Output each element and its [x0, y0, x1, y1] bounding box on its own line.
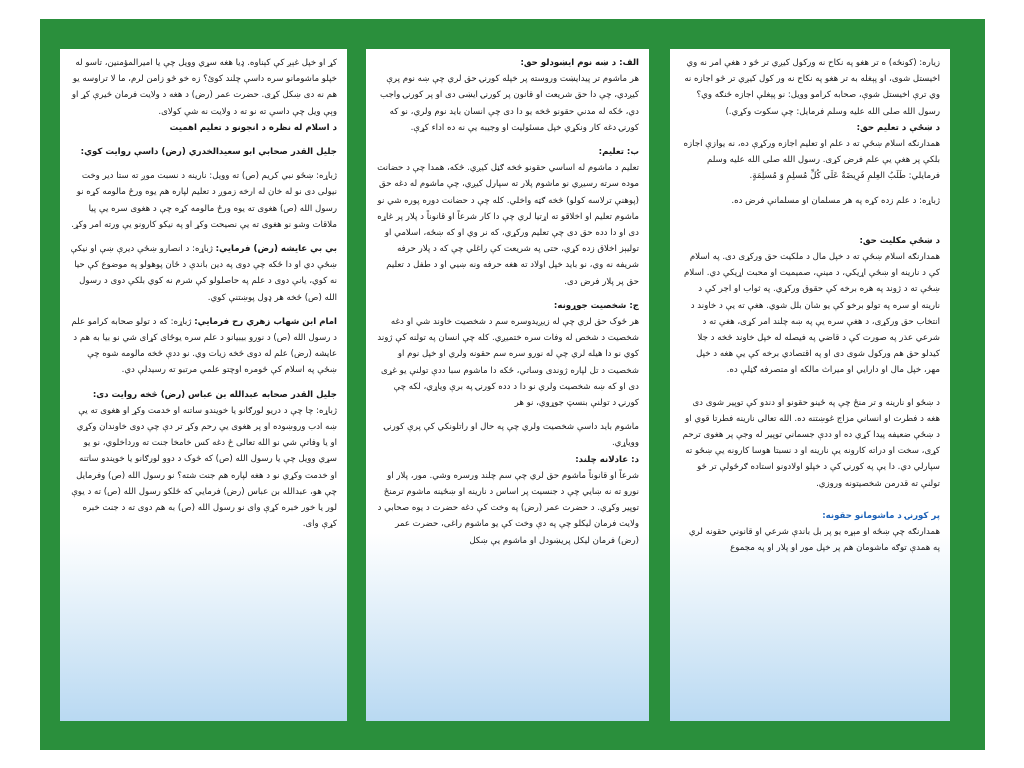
hadith-4-text: ژباړه: چا چې د دريو لورګانو يا خويندو ساتنه او خدمت وكړ او هغوى ته يې ښه ادب وروښوده او پر هغوى يې رحم وكړ تر دې چې دوى خاوندان وكړي او يا وفاتې شي نو الله تعالى ځ دغه كس خامخا جنت ته ورداخلوي، نو يو سړي وويل چې يا رسول الله (ص) كه څوک د دوو لورګانو يا خويندو ساتنه او خدمت وكړي نو د هغه لپاره هم جنت شته؟ نو رسول الله (ص) وفرمايل چې هو، عبدالله بن عباس (رض) فرمايي كه څلكو رسول الله (ص) ته د يوې لور يا خور خبره كړې واى نو رسول الله (ص) به هم دوى ته د جنت خبره كړې واى.: [71, 405, 337, 530]
education-translation: ژباړه: د علم زده كړه په هر مسلمان او مسلمانې فرض ده.: [731, 195, 940, 206]
middle-panel: [366, 49, 649, 721]
hadith-1-heading: جليل القدر صحابي ابو سعيدالخدري (رض) داسې روايت كوي:: [80, 147, 337, 158]
personality-heading: ج: شخصيت جوړونه:: [553, 300, 639, 311]
education-right-heading: د ښځې د تعليم حق:: [856, 122, 940, 133]
hadith-3-heading: امام ابن شهاب زهري رح فرمايي:: [194, 316, 337, 327]
hadith-4-heading: جليل القدر صحابه عبدالله بن عباس (رض) څخه روايت دى:: [92, 389, 337, 400]
fair-treatment-text: شرعاً او قانوناً ماشوم حق لري چې سم چلند ورسره وشي. مور، پلار او نورو ته نه ښايي چې د جنسيت پر اساس د نارينه او ښځينه ماشوم ترمنځ توپير وكړي. د حضرت عمر (رض) په وخت كې دغه حضرت د يوه صحابي د ولايت فرمان ليكلو چې په دې وخت كې يو ماشوم راغى، حضرت عمر (رض) فرمان ليكل پريښودل او ماشوم يې ښكل: [377, 470, 639, 546]
hadith-2-text: ژباړه: د انصارو ښځې ديرې ښې او نيكې ښځې دي او دا ځكه چې دوى په دين باندې د ځان پوهولو په موضوع كې حيا نه كوي، يانې دوى د علم په حاصلولو كې شرم نه كوي بلكې دوى د رسول الله (ص) څخه هر ډول پوښتنې كوي.: [70, 244, 337, 303]
brochure-frame: [40, 19, 985, 750]
family-rights-heading: پر كورنۍ د ماشومانو حقونه:: [822, 510, 940, 521]
family-rights-text: همدارنګه چې ښځه او مېړه يو پر بل باندې شرعي او قانوني حقونه لري په همدې توګه ماشومان هم پر خپل مور او پلار او په مجموع: [688, 527, 940, 554]
hadith-3-text: ژباړه: كه د تولو صحابه كرامو علم د رسول الله (ص) د نورو بيبيانو د علم سره يوځاى كړاى شي نو بيا به هم د عايشه (رض) علم له دوى څخه زيات وي. نو ددې څخه مالومه شوه چې ښځې په اسلام كې څومره اوچتو علمي مرتبو ته رسيدلې دي.: [71, 316, 337, 376]
personality-text: هر څوک حق لري چې له زيږيدوسره سم د شخصيت خاوند شي او دغه شخصيت د شخص له وفات سره ختميږي. كله چې انسان په تولنه كې ژوند كوي نو دا هيله لري چې له نورو سره سم حقونه ولري او خپل نوم او شخصيت د تل لپاره ژوندى وساتي، ځكه دا ماشوم سبا ددې تولنې يو غړى دى او كه ښه شخصيت ولري نو دا د دده كورنۍ په برې وياړي، لكه چې كورنۍ د تولنې بنسټ جوړوي، نو هر: [377, 317, 639, 409]
name-right-text: هر ماشوم تر پيدايښت وروسته پر خپله كورنۍ حق لري چې ښه نوم پرې كيږدي، چې دا حق شريعت او قانون پر كورنۍ ايښى دى او پر كورنۍ واجب دي، ځكه له مدني حقونو څخه يو دا دى چې انسان بايد نوم ولري، نو كه كورنۍ دغه كار ونكړي خپل مسئوليت او وجيبه يې نه ده اداء كړې.: [380, 74, 639, 133]
girls-education-heading: د اسلام له نظره د انجونو د تعليم اهميت: [169, 122, 337, 133]
ownership-right-text: همدارنګه اسلام ښځې ته د خپل مال د ملكيت حق وركړى دى. په اسلام كې د نارينه او ښځې اړيكي، د مينې، صميميت او محبت اړيكې دي. اسلام ښځې ته د ژوند په هره برخه كې حقوق وركړي. په ثواب او اجر كې د نارينه او سره په تولو برخو كې يو شان بلل شوي. هغې ته يې د خاوند د انتخاب حق وركړى، د هغې سره يې په ښه چلند امر كړى، هغې ته د شرعي عذر په صورت كې د قاضي په فيصله له خپل خاوند څخه د جلا كيدلو حق هم وركول شوى دى او په اقتصادي برخه كې يې هغه د خپل مهر، خپل مال او دارايي او ميراث مالكه او متصرفه ګڼلې ده.: [684, 252, 940, 376]
right-panel: [670, 49, 950, 721]
left-panel: [60, 49, 347, 721]
education-text: تعليم د ماشوم له اساسي حقونو څخه ګڼل كيږي. څكه، همدا چې د حضانت موده سرته رسيږي نو ماشوم پلار ته سپارل كيږي، چې ماشوم له دغه حق (پوهنې ترلاسه كولو) څخه ګټه واخلي. كله چې د حضانت دوره پوره شي نو ماشوم تعليم او اخلاقو ته اړتيا لري چې دا كار شرعاً او قانوناً د پلار پر غاړه دى او دا دده حق دى چې تعليم وركړي، كه نر وي او كه ښځه، اسلامي او توليېز اخلاق زده كړي، حتى په شريعت كې راغلي چې كه د پلار حرفه شريفه نه وي، نو بايد خپل اولاد ته هغه حرفه ونه ښيي او د طفل د تعليم حق پر پلار فرض دى.: [377, 163, 639, 287]
education-heading: ب: تعليم:: [598, 147, 639, 158]
marriage-consent-text: زياره: (كونځه) ه تر هغو په نكاح نه وركول كيږي تر څو د هغې امر نه وي اخيستل شوى، او پېغله به تر هغو په نكاح نه ور كول كيږي تر څو اجازه نه وي ترې اخيستل شوې، صحابه كرامو وويل: نو پېغلې اجازه څنګه وي؟ رسول الله صلى الله عليه وسلم فرمايل: چې سكوت وكړي.): [684, 58, 940, 117]
fair-treatment-heading: د: عادلانه چلند:: [575, 454, 639, 465]
equality-text: د ښځو او نارينه و تر منځ چې په ځينو حقونو او دندو كې توپير شوى دى هغه د فطرت او انساني مزاج غوښتنه ده. الله تعالى نارينه فطرتا قوي او د ښځې ضعيفه پيدا كړي ده او ددې جسماني توپير له وجې پر هغوى ترحم كړى، سخت او دراته كارونه يې نارينه او د نسبتا هوسا كارونه يې ښځو ته سپارلي دي. دا يې په كورنۍ كې د خپلو اولادونو استاده ګرځولې تر څو تولنې ته قدرمن شخصيتونه وروزي.: [682, 397, 940, 489]
personality-text-continued: ماشوم بايد داسې شخصيت ولري چې په حال او راتلونكي كې پرې كورنۍ ووياړي.: [384, 422, 639, 449]
hadith-1-text: ژباړه: ښځو نبي كريم (ص) ته وويل: نارينه د نسبت موږ ته ستا دير وخت نيولى دى نو له خان له ارخه زموږ د تعليم لپاره هم يوه ورځ مالومه كړه نو رسول الله (ص) هغوى ته يوه ورځ مالومه كړه چې د هغوى سره يې پيا ملاقات وشو نو هغوى ته يې نصيحت وكړ او په نيكو كارونو يې ورته امر وكړ.: [71, 171, 337, 230]
umar-story-text: كړ او خپل غېږ كې كېناوه. ډیا هغه سړي وويل چې يا اميرالمؤمنين، تاسو له خپلو ماشومانو سره داسې چلند كوئ؟ زه خو څو زامن لرم، ما لا تراوسه يو هم نه دى ښكل كړى. حضرت عمر (رض) د هغه د ولايت فرمان څيرې كړ او وېې ويل چې داسې ته نو ته د ولايت نه شې كولاى.: [71, 58, 337, 117]
name-right-heading: الف: د ښه نوم ايښودلو حق:: [520, 58, 639, 68]
ownership-right-heading: د ښځې مكليت حق:: [859, 235, 940, 246]
education-right-text: همدارنګه اسلام ښځې ته د علم او تعليم اجازه وركړې ده، نه يوازې اجازه بلكې پر هغې يې علم فرض كړى. رسول الله صلى الله عليه وسلم فرمايلي: طَلَبُ العِلمِ فَرِيضَةٌ عَلَى كُلِّ مُسلِمٍ وَ مُسلِمَةٍ.: [683, 139, 940, 182]
hadith-2-heading: بي بي عايشه (رض) فرمايي:: [215, 244, 337, 255]
